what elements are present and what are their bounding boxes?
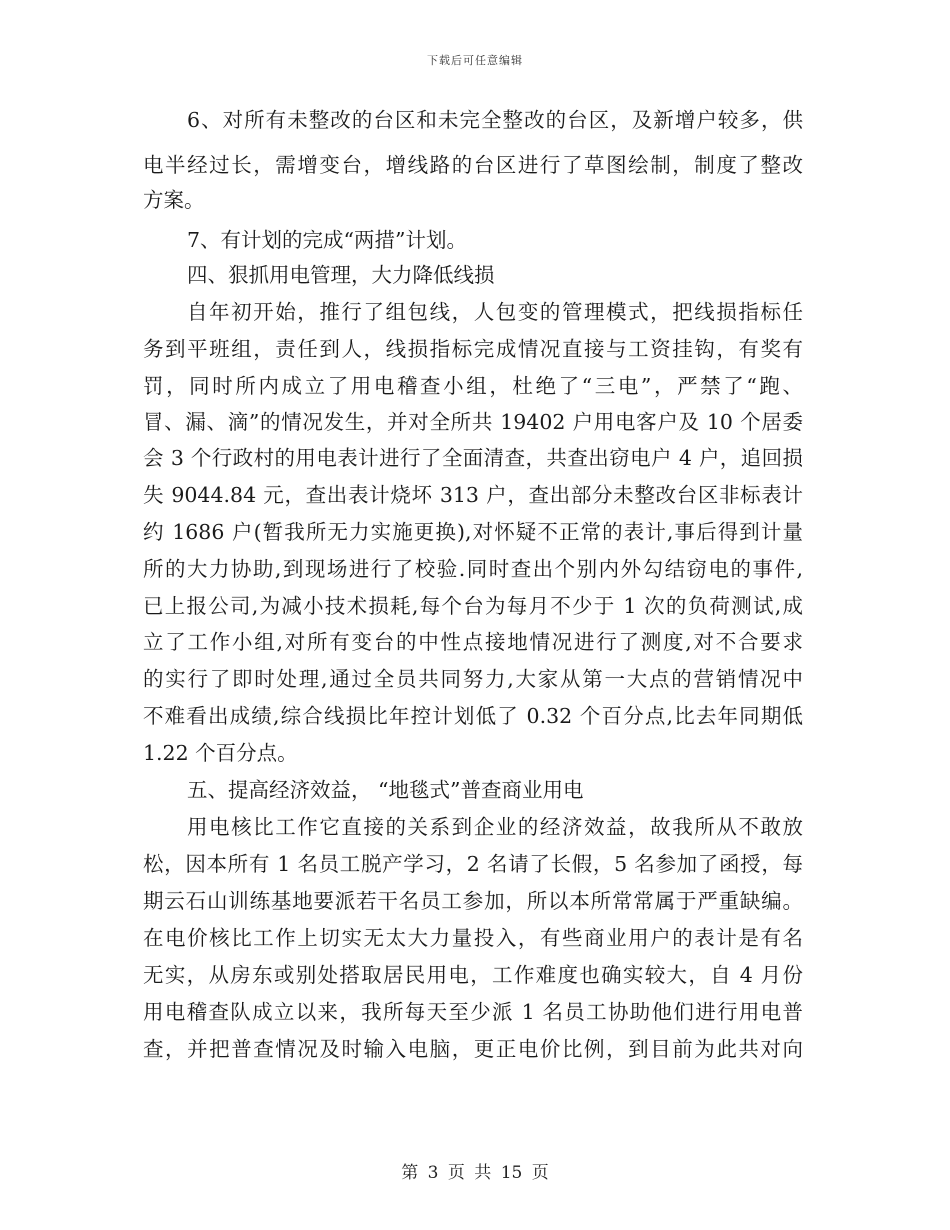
text-line: 1.22 个百分点。 xyxy=(143,741,298,765)
text-line: 查，并把普查情况及时输入电脑，更正电价比例，到目前为此共对向 xyxy=(143,1037,803,1061)
text-line: 自年初开始，推行了组包线，人包变的管理模式，把线损指标任 xyxy=(187,300,803,324)
text-line: 务到平班组，责任到人，线损指标完成情况直接与工资挂钩，有奖有 xyxy=(143,337,803,361)
text-line: 方案。 xyxy=(143,188,205,212)
text-line: 无实，从房东或别处搭取居民用电，工作难度也确实较大，自 4 月份 xyxy=(143,963,803,987)
text-line: 松，因本所有 1 名员工脱产学习，2 名请了长假，5 名参加了函授，每 xyxy=(143,852,803,876)
text-line: 的实行了即时处理,通过全员共同努力,大家从第一大点的营销情况中 xyxy=(143,667,803,691)
text-line: 用电稽查队成立以来，我所每天至少派 1 名员工协助他们进行用电普 xyxy=(143,1000,803,1024)
text-line: 冒、漏、滴”的情况发生，并对全所共 19402 户用电客户及 10 个居委 xyxy=(143,410,803,434)
text-line: 已上报公司,为减小技术损耗,每个台为每月不少于 1 次的负荷测试,成 xyxy=(143,594,803,618)
text-line: 7、有计划的完成“两措”计划。 xyxy=(187,228,468,252)
page-header: 下载后可任意编辑 xyxy=(427,54,523,67)
text-line: 约 1686 户(暂我所无力实施更换),对怀疑不正常的表计,事后得到计量 xyxy=(143,520,803,544)
text-line: 罚，同时所内成立了用电稽查小组，杜绝了“三电”，严禁了“跑、 xyxy=(143,374,803,398)
text-line: 所的大力协助,到现场进行了校验.同时查出个别内外勾结窃电的事件, xyxy=(143,557,803,581)
text-line: 失 9044.84 元，查出表计烧坏 313 户，查出部分未整改台区非标表计 xyxy=(143,483,803,507)
text-line: 在电价核比工作上切实无太大力量投入，有些商业用户的表计是有名 xyxy=(143,926,803,950)
text-line: 会 3 个行政村的用电表计进行了全面清查，共查出窃电户 4 户，追回损 xyxy=(143,446,803,470)
text-line: 不难看出成绩,综合线损比年控计划低了 0.32 个百分点,比去年同期低 xyxy=(143,704,803,728)
section-heading: 四、狠抓用电管理，大力降低线损 xyxy=(187,263,495,287)
section-heading: 五、提高经济效益， “地毯式”普查商业用电 xyxy=(187,778,584,802)
text-line: 期云石山训练基地要派若干名员工参加，所以本所常常属于严重缺编。 xyxy=(143,889,803,913)
text-line: 立了工作小组,对所有变台的中性点接地情况进行了测度,对不合要求 xyxy=(143,630,803,654)
text-line: 电半经过长，需增变台，增线路的台区进行了草图绘制，制度了整改 xyxy=(143,153,803,177)
text-line: 用电核比工作它直接的关系到企业的经济效益，故我所从不敢放 xyxy=(187,815,803,839)
text-line: 6、对所有未整改的台区和未完全整改的台区，及新增户较多，供 xyxy=(187,108,803,132)
page-footer: 第 3 页 共 15 页 xyxy=(401,1163,549,1183)
